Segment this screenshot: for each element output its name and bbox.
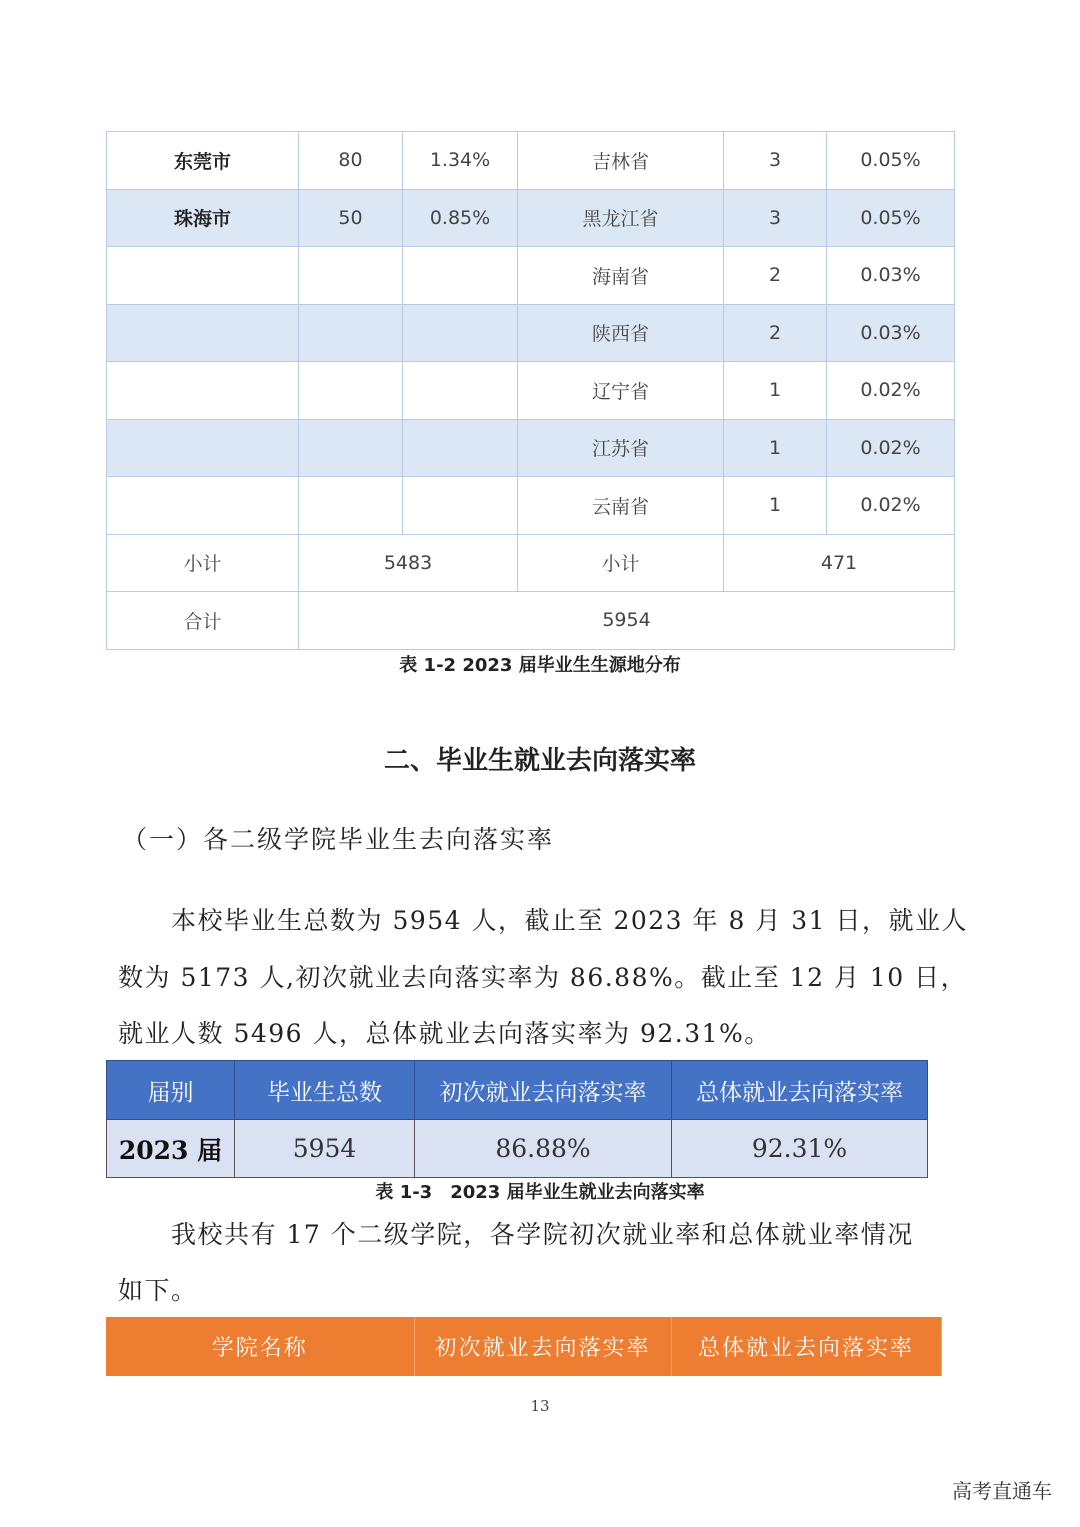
table-cell: 东莞市	[107, 132, 299, 190]
table-header-row	[106, 1317, 941, 1376]
table-row	[107, 247, 955, 305]
table-cell: 5954	[235, 1120, 415, 1178]
table-cell: 1	[724, 362, 827, 420]
total-label: 合计	[107, 592, 299, 650]
table-cell	[403, 362, 518, 420]
subtotal-value: 5483	[299, 534, 518, 592]
table-row	[107, 1120, 928, 1178]
table-row	[107, 132, 955, 190]
table-cell: 80	[299, 132, 403, 190]
subsection-title: （一）各二级学院毕业生去向落实率	[122, 825, 555, 854]
table-cell	[107, 477, 299, 535]
table-caption: 表 1-3 2023 届毕业生就业去向落实率	[375, 1182, 705, 1203]
section-title: 二、毕业生就业去向落实率	[383, 746, 696, 776]
paragraph-line: 如下。	[118, 1276, 198, 1305]
table-cell	[299, 304, 403, 362]
table-cell: 2	[724, 304, 827, 362]
table-cell	[107, 419, 299, 477]
table-cell: 0.05%	[827, 189, 955, 247]
table-cell: 江苏省	[518, 419, 724, 477]
paragraph-line: 我校共有 17 个二级学院，各学院初次就业率和总体就业率情况	[118, 1220, 914, 1249]
origin-distribution-table	[106, 131, 955, 650]
table-cell: 0.85%	[403, 189, 518, 247]
paragraph-line: 数为 5173 人,初次就业去向落实率为 86.88%。截止至 12 月 10 日，	[118, 963, 968, 992]
subtotal-value: 471	[724, 534, 955, 592]
column-header: 毕业生总数	[235, 1061, 415, 1120]
subtotal-label: 小计	[518, 534, 724, 592]
table-cell: 1.34%	[403, 132, 518, 190]
paragraph-line: 本校毕业生总数为 5954 人，截止至 2023 年 8 月 31 日，就业人	[118, 906, 969, 935]
employment-rate-table	[106, 1060, 928, 1178]
table-row	[107, 477, 955, 535]
subtotal-row	[107, 534, 955, 592]
table-cell: 50	[299, 189, 403, 247]
total-row	[107, 592, 955, 650]
table-cell: 0.02%	[827, 362, 955, 420]
table-cell	[403, 419, 518, 477]
table-cell: 3	[724, 189, 827, 247]
table-cell: 云南省	[518, 477, 724, 535]
column-header: 届别	[107, 1061, 235, 1120]
paragraph-line: 就业人数 5496 人，总体就业去向落实率为 92.31%。	[118, 1019, 771, 1048]
table-header-row	[107, 1061, 928, 1120]
column-header: 初次就业去向落实率	[414, 1317, 671, 1376]
watermark: 高考直通车	[952, 1479, 1052, 1503]
table-cell: 86.88%	[415, 1120, 672, 1178]
column-header: 学院名称	[106, 1317, 414, 1376]
table-cell	[107, 247, 299, 305]
table-cell: 2023 届	[107, 1120, 235, 1178]
table-cell: 2	[724, 247, 827, 305]
total-value: 5954	[299, 592, 955, 650]
table-cell: 珠海市	[107, 189, 299, 247]
column-header: 总体就业去向落实率	[672, 1061, 928, 1120]
table-cell: 辽宁省	[518, 362, 724, 420]
table-cell	[299, 419, 403, 477]
table-cell	[299, 477, 403, 535]
table-cell: 吉林省	[518, 132, 724, 190]
table-cell: 0.03%	[827, 304, 955, 362]
table-cell	[107, 304, 299, 362]
table-cell	[403, 304, 518, 362]
table-cell: 0.03%	[827, 247, 955, 305]
table-cell: 陕西省	[518, 304, 724, 362]
page-number: 13	[530, 1397, 550, 1415]
table-cell	[403, 477, 518, 535]
table-row	[107, 304, 955, 362]
subtotal-label: 小计	[107, 534, 299, 592]
table-cell: 1	[724, 477, 827, 535]
column-header: 总体就业去向落实率	[671, 1317, 941, 1376]
table-cell	[299, 362, 403, 420]
table-cell: 0.05%	[827, 132, 955, 190]
table-cell: 92.31%	[672, 1120, 928, 1178]
table-row	[107, 419, 955, 477]
table-cell	[403, 247, 518, 305]
table-cell: 3	[724, 132, 827, 190]
table-cell	[299, 247, 403, 305]
table-cell: 海南省	[518, 247, 724, 305]
table-cell: 1	[724, 419, 827, 477]
table-cell	[107, 362, 299, 420]
table-cell: 黑龙江省	[518, 189, 724, 247]
college-rate-table-header	[106, 1317, 942, 1376]
table-row	[107, 362, 955, 420]
column-header: 初次就业去向落实率	[415, 1061, 672, 1120]
table-cell: 0.02%	[827, 419, 955, 477]
table-cell: 0.02%	[827, 477, 955, 535]
table-caption: 表 1-2 2023 届毕业生生源地分布	[399, 655, 681, 676]
table-row	[107, 189, 955, 247]
